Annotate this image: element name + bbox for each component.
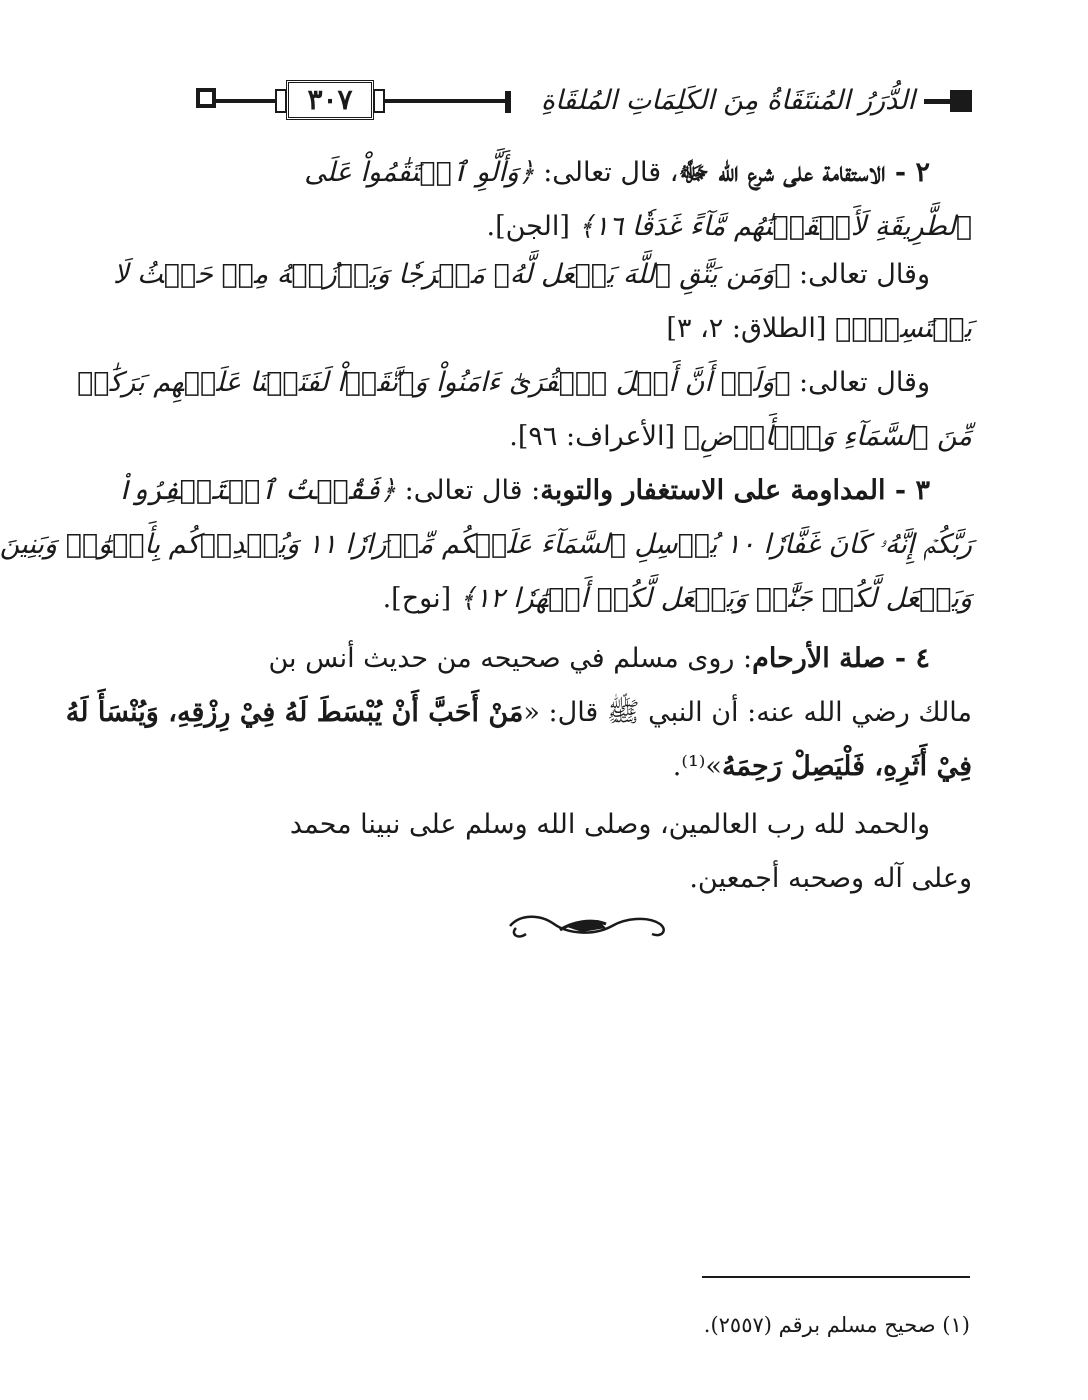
- text-line: وعلى آله وصحبه أجمعين.: [689, 863, 972, 894]
- text-line: وقال تعالى: ﴿وَلَوۡ أَنَّ أَهۡلَ ٱلۡقُرَىٰٓ ءَامَنُواْ وَٱتَّقَوۡاْ لَفَتَحۡنَا عَلَيۡهِم بَرَكَٰتٖ: [76, 367, 930, 398]
- footnote-separator: [702, 1276, 970, 1278]
- header-rule-right: [920, 99, 950, 104]
- page-number-box: [286, 80, 374, 120]
- header-rule-middle: [374, 99, 510, 103]
- book-title: الدُّرَرُ المُنتَقَاةُ مِنَ الكَلِمَاتِ المُلقَاةِ: [532, 82, 924, 120]
- paragraph-talaq-verse: [113, 248, 972, 356]
- text-line: وقال تعالى: ﴿وَمَن يَتَّقِ ٱللَّهَ يَجۡعَل لَّهُۥ مَخۡرَجٗا وَيَرۡزُقۡهُ مِنۡ حَيۡثُ لَا: [113, 259, 930, 290]
- text-line: مِّنَ ٱلسَّمَآءِ وَٱلۡأَرۡضِ﴾ [الأعراف: ٩٦].: [509, 421, 972, 452]
- paragraph-istighfar: [0, 464, 972, 626]
- text-line: ٱلطَّرِيقَةِ لَأَسۡقَيۡنَٰهُم مَّآءً غَدَقٗا ١٦﴾ [الجن].: [486, 211, 972, 242]
- page-header: [196, 80, 972, 124]
- paragraph-closing: [198, 798, 972, 906]
- text-line: وَيَجۡعَل لَّكُمۡ جَنَّٰتٖ وَيَجۡعَل لَّكُمۡ أَنۡهَٰرٗا ١٢﴾ [نوح].: [382, 583, 972, 614]
- paragraph-silat-arham: [65, 632, 972, 794]
- header-square-ornament-right: [950, 90, 972, 112]
- text-line: رَبَّكُمۡ إِنَّهُۥ كَانَ غَفَّارٗا ١٠ يُرۡسِلِ ٱلسَّمَآءَ عَلَيۡكُم مِّدۡرَارٗا ١١ وَيُمۡدِدۡكُم بِأَمۡوَٰلٖ وَبَنِينَ: [0, 529, 972, 560]
- text-line: ٤ - صلة الأرحام: روى مسلم في صحيحه من حديث أنس بن: [268, 643, 930, 674]
- text-line: ٣ - المداومة على الاستغفار والتوبة: قال تعالى: ﴿فَقُلۡتُ ٱسۡتَغۡفِرُواْ: [116, 475, 930, 506]
- paragraph-istiqama: [198, 146, 972, 254]
- text-line: يَحۡتَسِبُۚ﴾ [الطلاق: ٢، ٣]: [666, 313, 972, 344]
- header-bar-ornament: [505, 91, 511, 113]
- text-line: ٢ - الاستقامة على شرع الله ﷻ، قال تعالى: ﴿وَأَلَّوِ ٱسۡتَقَٰمُواْ عَلَى: [304, 157, 930, 188]
- text-line: والحمد لله رب العالمين، وصلى الله وسلم على نبينا محمد: [289, 809, 930, 840]
- section-end-ornament-icon: [502, 908, 672, 942]
- text-line: فِيْ أَثَرِهِ، فَلْيَصِلْ رَحِمَهُ»⁽¹⁾.: [672, 751, 972, 782]
- text-line: مالك رضي الله عنه: أن النبي ﷺ قال: «مَنْ أَحَبَّ أَنْ يُبْسَطَ لَهُ فِيْ رِزْقِهِ، وَيُنْسَأَ لَهُ: [65, 697, 972, 728]
- header-square-ornament-left: [196, 88, 216, 108]
- footnote: (١) صحيح مسلم برقم (٢٥٥٧).: [703, 1313, 970, 1337]
- paragraph-araf-verse: [76, 356, 972, 464]
- page-number: ٣٠٧: [307, 83, 353, 116]
